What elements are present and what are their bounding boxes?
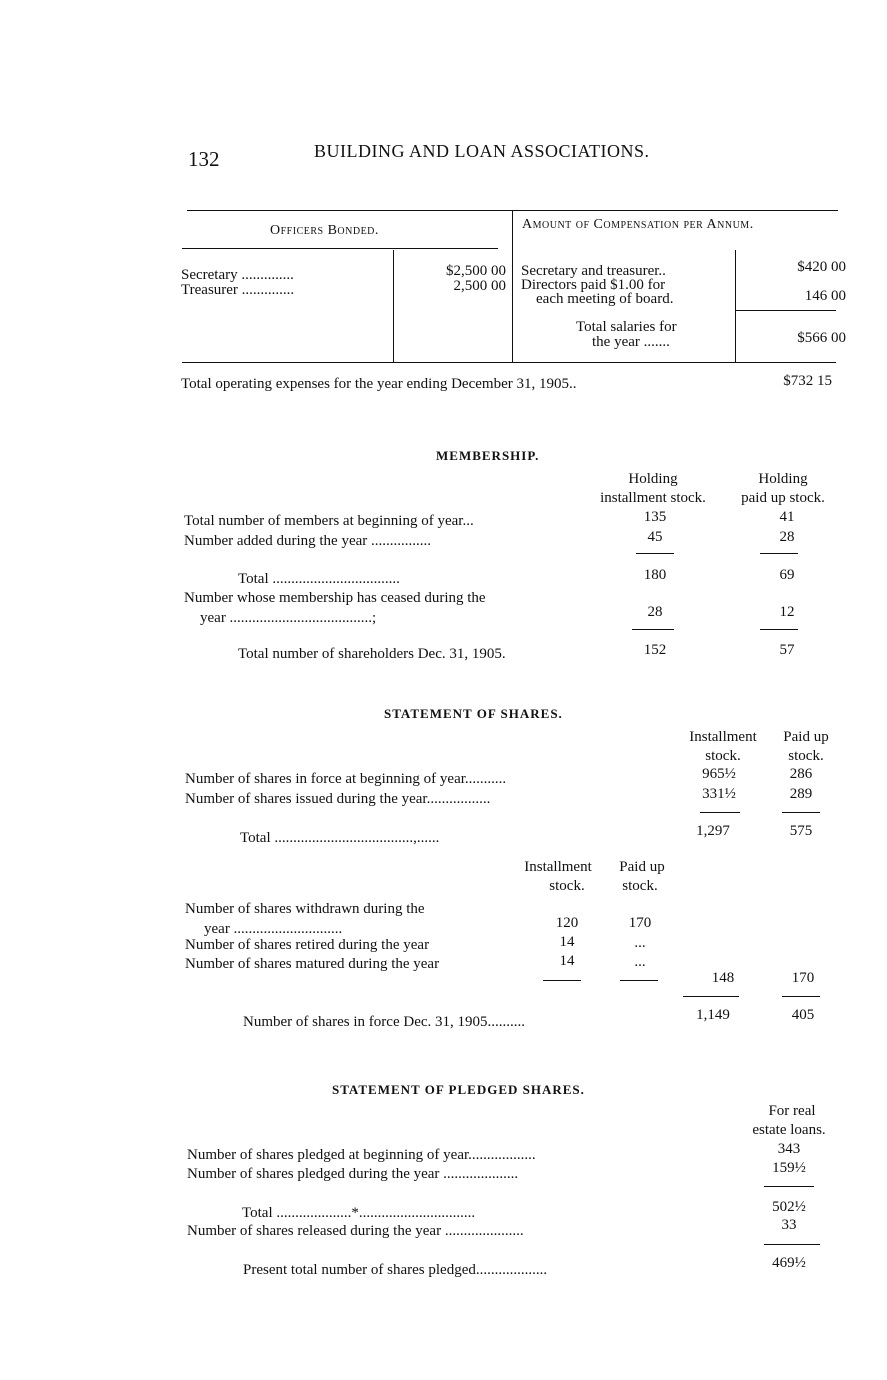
membership-ceased-value: 12 [779,604,795,620]
shares-retired-value: 14 [559,934,575,950]
pledged-row-label: Number of shares pledged at beginning of year.................. [187,1147,536,1163]
pledged-title: STATEMENT OF PLEDGED SHARES. [332,1082,585,1097]
membership-title: MEMBERSHIP. [436,448,540,463]
shares-matured-label: Number of shares matured during the year [185,956,440,972]
pledged-final-value: 469½ [772,1255,806,1271]
pledged-row-label: Number of shares pledged during the year .................... [187,1166,519,1182]
bonded-amount: $2,500 00 [446,263,506,279]
shares-matured-value: ... [634,954,646,970]
shares-row-value: 331½ [702,786,736,802]
compensation-label: Secretary and treasurer.. [521,263,666,279]
shares-final-value: 1,149 [696,1007,730,1023]
column-header: Installment [689,729,757,745]
column-header: For real [768,1103,816,1119]
shares-row-value: 289 [789,786,813,802]
pledged-final-label: Present total number of shares pledged................... [243,1262,548,1278]
shares-withdrawn-value: 170 [628,915,652,931]
column-header: Holding [758,471,808,487]
membership-ceased-label: year ......................................; [200,610,377,626]
shares-row-label: Number of shares issued during the year................. [185,791,491,807]
bonded-label: Secretary .............. [181,267,294,283]
membership-ceased-value: 28 [647,604,663,620]
membership-total-value: 180 [643,567,667,583]
membership-total-label: Total .................................. [238,571,400,587]
column-header: Paid up [619,859,665,875]
column-header: Holding [628,471,678,487]
column-header: stock. [705,748,741,764]
pledged-total-value: 502½ [772,1199,806,1215]
membership-row-value: 41 [779,509,795,525]
total-salaries-amount: $566 00 [797,330,846,346]
column-header: Paid up [783,729,829,745]
total-salaries-label: the year ....... [592,334,670,350]
column-header: paid up stock. [741,490,825,506]
pledged-total-label: Total ....................*............................... [242,1205,476,1221]
membership-final-value: 152 [643,642,667,658]
shares-title: STATEMENT OF SHARES. [384,706,563,721]
shares-retired-label: Number of shares retired during the year [185,937,430,953]
membership-row-label: Total number of members at beginning of year... [184,513,474,529]
column-header: stock. [549,878,585,894]
column-header: estate loans. [752,1122,826,1138]
compensation-amount: 146 00 [804,288,846,304]
bonded-label: Treasurer .............. [181,282,295,298]
operating-expenses-amount: $732 15 [783,373,832,389]
column-header: stock. [622,878,658,894]
shares-row-value: 965½ [702,766,736,782]
membership-total-value: 69 [779,567,795,583]
shares-final-label: Number of shares in force Dec. 31, 1905.......... [243,1014,526,1030]
page-number: 132 [188,147,220,171]
shares-withdrawn-label: year ............................. [204,921,343,937]
membership-final-value: 57 [779,642,795,658]
column-header: Installment [524,859,592,875]
shares-row-label: Number of shares in force at beginning of year........... [185,771,507,787]
pledged-row-value: 343 [777,1141,801,1157]
shares-row-value: 286 [789,766,813,782]
compensation-label: each meeting of board. [536,291,674,307]
membership-row-value: 135 [643,509,667,525]
shares-total-value: 1,297 [696,823,730,839]
membership-row-value: 45 [647,529,663,545]
shares-withdrawn-label: Number of shares withdrawn during the [185,901,425,917]
running-head: BUILDING AND LOAN ASSOCIATIONS. [314,141,650,161]
pledged-row-value: 159½ [772,1160,806,1176]
shares-total-value: 575 [789,823,813,839]
shares-deduction-value: 170 [791,970,815,986]
membership-row-label: Number added during the year ................ [184,533,432,549]
compensation-header: Amount of Compensation per Annum. [522,217,754,232]
compensation-label: Directors paid $1.00 for [521,277,666,293]
column-header: installment stock. [600,490,706,506]
pledged-released-value: 33 [781,1217,797,1233]
bonded-amount: 2,500 00 [453,278,506,294]
shares-deduction-value: 148 [711,970,735,986]
membership-row-value: 28 [779,529,795,545]
shares-total-label: Total .....................................,...... [240,830,440,846]
shares-final-value: 405 [791,1007,815,1023]
membership-final-label: Total number of shareholders Dec. 31, 1905. [238,646,506,662]
operating-expenses-label: Total operating expenses for the year ending December 31, 1905.. [181,376,577,392]
officers-bonded-header: Officers Bonded. [270,223,379,238]
compensation-amount: $420 00 [797,259,846,275]
shares-retired-value: ... [634,935,646,951]
shares-withdrawn-value: 120 [555,915,579,931]
total-salaries-label: Total salaries for [576,319,677,335]
shares-matured-value: 14 [559,953,575,969]
membership-ceased-label: Number whose membership has ceased during the [184,590,486,606]
column-header: stock. [788,748,824,764]
pledged-released-label: Number of shares released during the year ..................... [187,1223,524,1239]
